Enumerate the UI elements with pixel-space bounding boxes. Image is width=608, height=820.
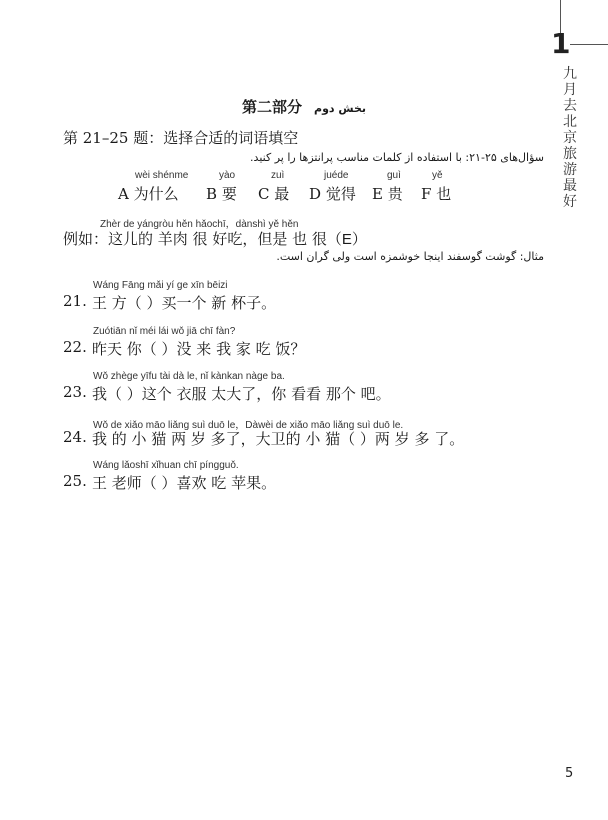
question-text[interactable]: 我 的 小 猫 两 岁 多了，大卫的 小 猫（ ）两 岁 多 了。 (92, 430, 465, 448)
option-pinyin: wèi shénme (135, 170, 189, 181)
question-number: 25. (63, 472, 87, 490)
section-heading (0, 96, 608, 117)
option-d: D 觉得 (309, 185, 356, 203)
section-title-zh: 第二部分 (242, 98, 303, 116)
option-pinyin: guì (387, 170, 401, 181)
question-text[interactable]: 我（ ）这个 衣服 太大了，你 看看 那个 吧。 (92, 385, 391, 403)
option-pinyin: yào (219, 170, 236, 181)
question-number: 21. (63, 292, 87, 310)
question-number: 22. (63, 338, 87, 356)
option-f: F 也 (421, 185, 452, 203)
option-a: A 为什么 (118, 185, 179, 203)
question-pinyin: Wáng Fāng mǎi yí ge xīn bēizi (93, 280, 228, 291)
option-c: C 最 (258, 185, 290, 203)
corner-rule-horizontal (570, 44, 608, 45)
question-pinyin: Wáng lǎoshī xǐhuan chī píngguǒ. (93, 460, 239, 471)
example-pinyin: Zhèr de yángròu hěn hǎochī，dànshì yě hěn (100, 219, 299, 230)
option-e: E 贵 (372, 185, 403, 203)
chapter-number: 1 (551, 27, 571, 60)
option-pinyin: yě (432, 170, 443, 181)
page-number: 5 (565, 766, 574, 781)
question-text[interactable]: 昨天 你（ ）没 来 我 家 吃 饭？ (92, 340, 306, 358)
question-number: 24. (63, 428, 87, 446)
option-b: B 要 (206, 185, 237, 203)
example-sentence: 例如：这儿的 羊肉 很 好吃，但是 也 很（E） (63, 230, 367, 248)
question-text[interactable]: 王 老师（ ）喜欢 吃 苹果。 (92, 474, 277, 492)
example-translation-fa: مثال: گوشت گوسفند اینجا خوشمزه است ولی گران است. (276, 250, 544, 263)
question-pinyin: Zuótiān nǐ méi lái wǒ jiā chī fàn? (93, 326, 236, 337)
question-pinyin: Wǒ de xiǎo māo liǎng suì duō le，Dàwèi de xiǎo māo liǎng suì duō le. (93, 420, 404, 431)
example-label: 例如： (63, 230, 109, 248)
chapter-title-vertical: 九月去北京旅游最好 (563, 66, 577, 210)
option-pinyin: juéde (324, 170, 349, 181)
example-answer: E (341, 231, 352, 248)
task-instruction-fa: سؤال‌های ۲۵-۲۱: با استفاده از کلمات مناسب پرانتزها را پر کنید. (250, 151, 544, 164)
section-title-fa: بخش دوم (314, 102, 366, 115)
question-pinyin: Wǒ zhège yīfu tài dà le, nǐ kànkan nàge ba. (93, 371, 285, 382)
question-number: 23. (63, 383, 87, 401)
option-pinyin: zuì (271, 170, 285, 181)
question-text[interactable]: 王 方（ ）买一个 新 杯子。 (92, 294, 277, 312)
task-title: 第 21–25 题：选择合适的词语填空 (63, 129, 299, 147)
